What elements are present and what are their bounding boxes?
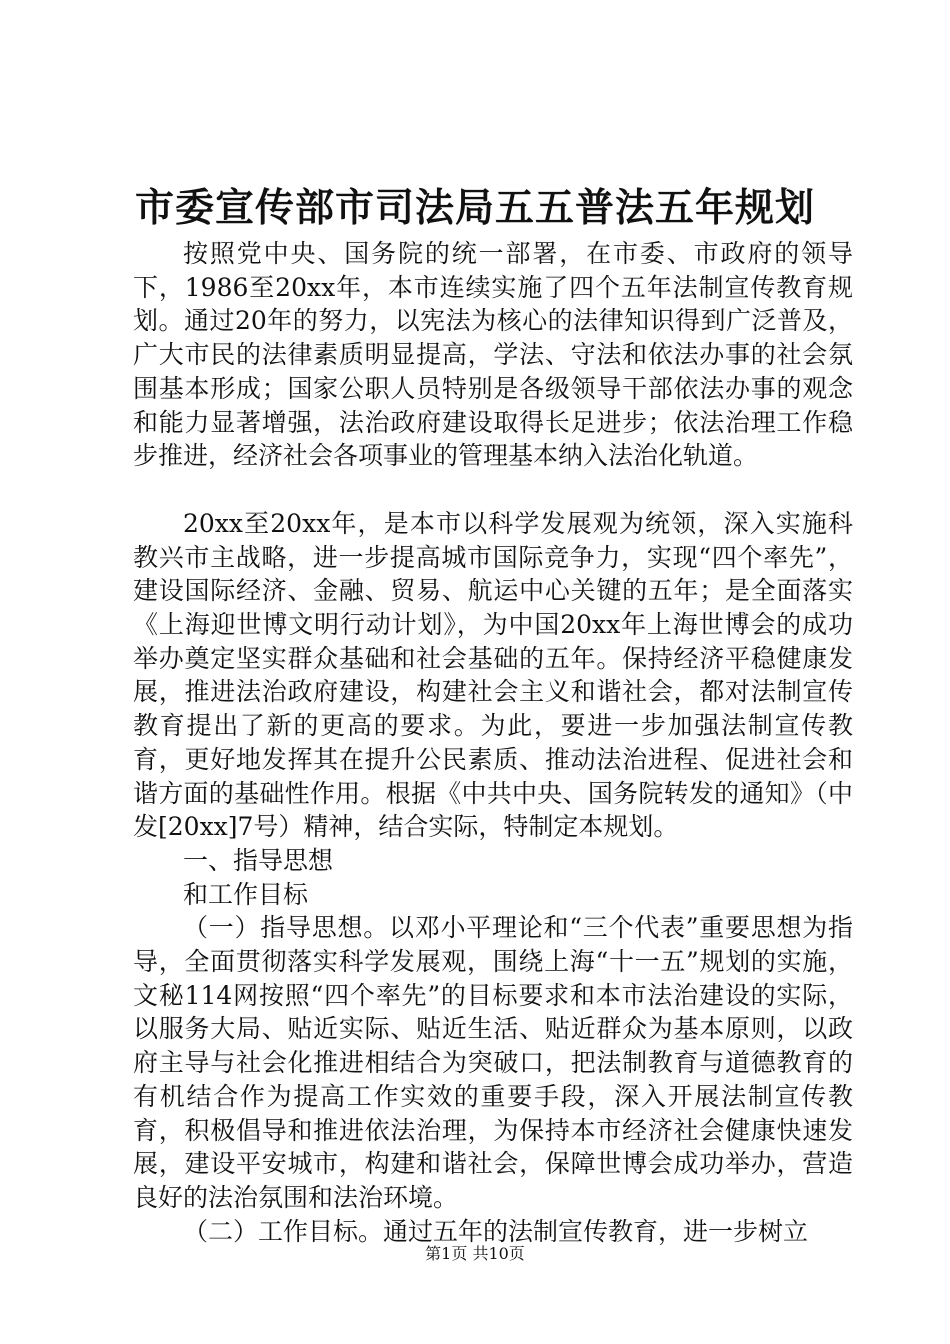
- page-footer: 第1页 共10页: [425, 1244, 525, 1263]
- section-heading-line2: 和工作目标: [183, 879, 309, 909]
- paragraph-work-goals: （二）工作目标。通过五年的法制宣传教育，进一步树立: [183, 1216, 809, 1246]
- paragraph-intro: 按照党中央、国务院的统一部署，在市委、市政府的领导下，1986至20xx年，本市连续实施了四个五年法制宣传教育规划。通过20年的努力，以宪法为核心的法律知识得到广泛普及，广大市民的法律素质明显提高，学法、守法和依法办事的社会氛围基本形成；国家公职人员特别是各级领导干部依法办事的观念和能力显著增强，法治政府建设取得长足进步；依法治理工作稳步推进，经济社会各项事业的管理基本纳入法治化轨道。: [133, 239, 853, 471]
- paragraph-guiding-ideology: （一）指导思想。以邓小平理论和“三个代表”重要思想为指导，全面贯彻落实科学发展观，围绕上海“十一五”规划的实施，文秘114网按照“四个率先”的目标要求和本市法治建设的实际，以服务大局、贴近实际、贴近生活、贴近群众为基本原则，以政府主导与社会化推进相结合为突破口，把法制教育与道德教育的有机结合作为提高工作实效的重要手段，深入开展法制宣传教育，积极倡导和推进依法治理，为保持本市经济社会健康快速发展，建设平安城市，构建和谐社会，保障世博会成功举办，营造良好的法治氛围和法治环境。: [133, 913, 853, 1212]
- document-body: [133, 237, 853, 1248]
- document-title: 市委宣传部市司法局五五普法五年规划: [134, 185, 815, 231]
- section-heading-line1: 一、指导思想: [183, 845, 334, 875]
- paragraph-background: 20xx至20xx年，是本市以科学发展观为统领，深入实施科教兴市主战略，进一步提高城市国际竞争力，实现“四个率先”，建设国际经济、金融、贸易、航运中心关键的五年；是全面落实《上海迎世博文明行动计划》，为中国20xx年上海世博会的成功举办奠定坚实群众基础和社会基础的五年。保持经济平稳健康发展，推进法治政府建设，构建社会主义和谐社会，都对法制宣传教育提出了新的更高的要求。为此，要进一步加强法制宣传教育，更好地发挥其在提升公民素质、推动法治进程、促进社会和谐方面的基础性作用。根据《中共中央、国务院转发的通知》（中发[20xx]7号）精神，结合实际，特制定本规划。: [133, 508, 853, 842]
